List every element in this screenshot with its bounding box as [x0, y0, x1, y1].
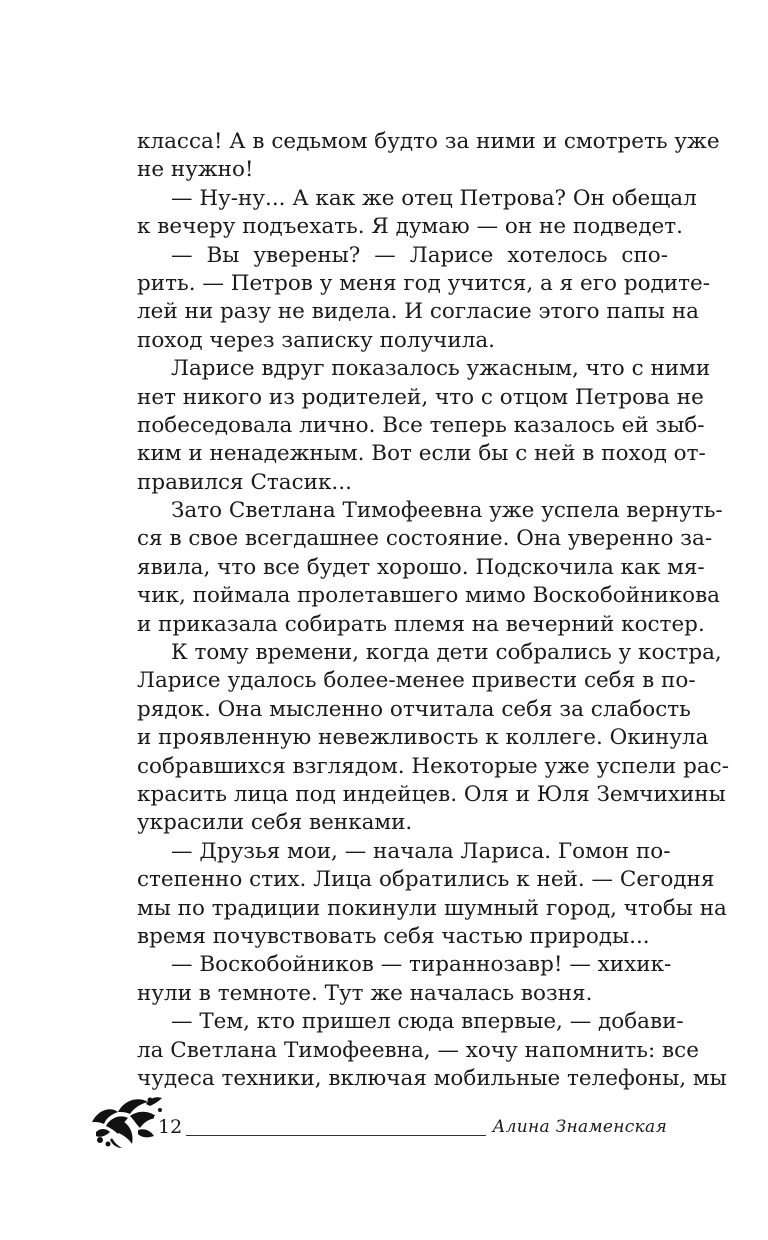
text-line: ся в свое всегдашнее состояние. Она уверенно за-: [137, 526, 713, 552]
text-line: явила, что все будет хорошо. Подскочила как мя-: [137, 554, 705, 580]
text-line: чудеса техники, включая мобильные телефоны, мы: [137, 1065, 727, 1091]
body-text: [137, 128, 729, 1093]
text-line: к вечеру подъехать. Я думаю — он не подведет.: [137, 214, 683, 240]
text-line: собравшихся взглядом. Некоторые уже успели рас-: [137, 753, 729, 779]
text-line: ла Светлана Тимофеевна, — хочу напомнить: все: [137, 1037, 699, 1063]
text-line: нет никого из родителей, что с отцом Петрова не: [137, 384, 704, 410]
text-line: — Тем, кто пришел сюда впервые, — добави-: [171, 1009, 684, 1035]
text-line: — Воскобойников — тираннозавр! — хихик-: [171, 952, 672, 978]
running-footer-author: Алина Знаменская: [486, 1117, 667, 1137]
text-line: чик, поймала пролетавшего мимо Воскобойникова: [137, 583, 720, 609]
text-line: К тому времени, когда дети собрались у костра,: [171, 640, 722, 666]
text-line: лей ни разу не видела. И согласие этого папы на: [137, 299, 699, 325]
text-line: не нужно!: [137, 157, 254, 183]
text-line: степенно стих. Лица обратились к ней. — Сегодня: [137, 867, 715, 893]
text-line: и проявленную невежливость к коллеге. Окинула: [137, 725, 709, 751]
text-line: — Ну-ну... А как же отец Петрова? Он обещал: [171, 185, 697, 211]
text-line: Ларисе удалось более-менее привести себя в по-: [137, 668, 696, 694]
text-line: нули в темноте. Тут же началась возня.: [137, 980, 593, 1006]
page-footer: [88, 1092, 673, 1152]
text-line: поход через записку получила.: [137, 327, 496, 353]
text-line: правился Стасик...: [137, 469, 352, 495]
text-line: Зато Светлана Тимофеевна уже успела вернуть-: [171, 498, 723, 524]
text-line: ким и ненадежным. Вот если бы с ней в поход от-: [137, 441, 706, 467]
text-line: и приказала собирать племя на вечерний костер.: [137, 611, 705, 637]
text-line: украсили себя венками.: [137, 810, 413, 836]
text-line: красить лица под индейцев. Оля и Юля Земчихины: [137, 781, 726, 807]
text-line: время почувствовать себя частью природы...: [137, 923, 650, 949]
text-line: рить. — Петров у меня год учится, а я его родите-: [137, 270, 710, 296]
text-line: класса! А в седьмом будто за ними и смотреть уже: [137, 129, 720, 154]
text-line: мы по традиции покинули шумный город, чтобы на: [137, 895, 727, 921]
text-line: Ларисе вдруг показалось ужасным, что с ними: [171, 356, 711, 382]
page-number: 12: [154, 1116, 186, 1138]
text-line: побеседовала лично. Все теперь казалось ей зыб-: [137, 412, 705, 438]
text-line: рядок. Она мысленно отчитала себя за слабость: [137, 696, 691, 722]
text-line: — Друзья мои, — начала Лариса. Гомон по-: [171, 838, 671, 864]
text-line: — Вы уверены? — Ларисе хотелось спо-: [171, 242, 668, 268]
